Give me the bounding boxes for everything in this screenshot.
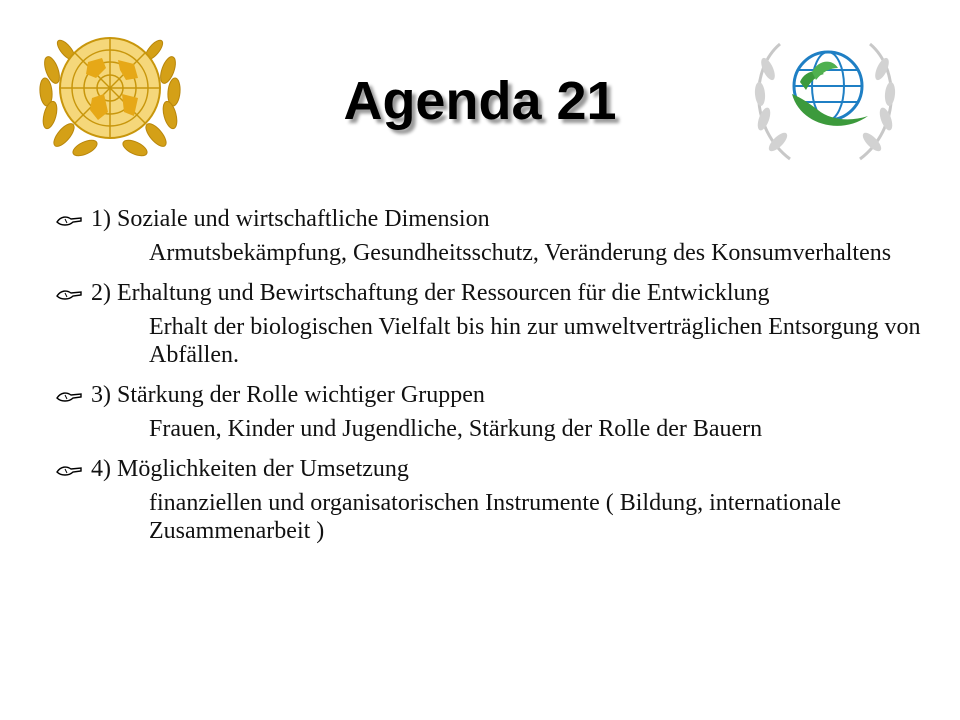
hand-pointer-bullet-icon xyxy=(55,463,83,477)
agenda-topic: 3) Stärkung der Rolle wichtiger Gruppen xyxy=(91,382,485,408)
list-item xyxy=(55,455,955,545)
agenda-list xyxy=(55,205,955,545)
list-item xyxy=(55,381,955,443)
hand-pointer-bullet-icon xyxy=(55,287,83,301)
agenda-detail: finanziellen und organisatorischen Instrumente ( Bildung, internationale Zusammenarbeit ) xyxy=(149,490,842,544)
agenda-topic: 2) Erhaltung und Bewirtschaftung der Ressourcen für die Entwicklung xyxy=(91,280,770,306)
agenda-detail: Armutsbekämpfung, Gesundheitsschutz, Veränderung des Konsumverhaltens xyxy=(149,240,892,266)
hand-pointer-bullet-icon xyxy=(55,389,83,403)
list-item xyxy=(55,279,955,369)
agenda-detail: Erhalt der biologischen Vielfalt bis hin zur umweltverträglichen Entsorgung von Abfällen. xyxy=(149,314,921,368)
list-item xyxy=(55,205,955,267)
agenda-detail: Frauen, Kinder und Jugendliche, Stärkung der Rolle der Bauern xyxy=(149,416,763,442)
slide-title: Agenda 21 xyxy=(343,71,617,131)
agenda-topic: 4) Möglichkeiten der Umsetzung xyxy=(91,456,409,482)
agenda-topic: 1) Soziale und wirtschaftliche Dimension xyxy=(91,206,490,232)
hand-pointer-bullet-icon xyxy=(55,213,83,227)
